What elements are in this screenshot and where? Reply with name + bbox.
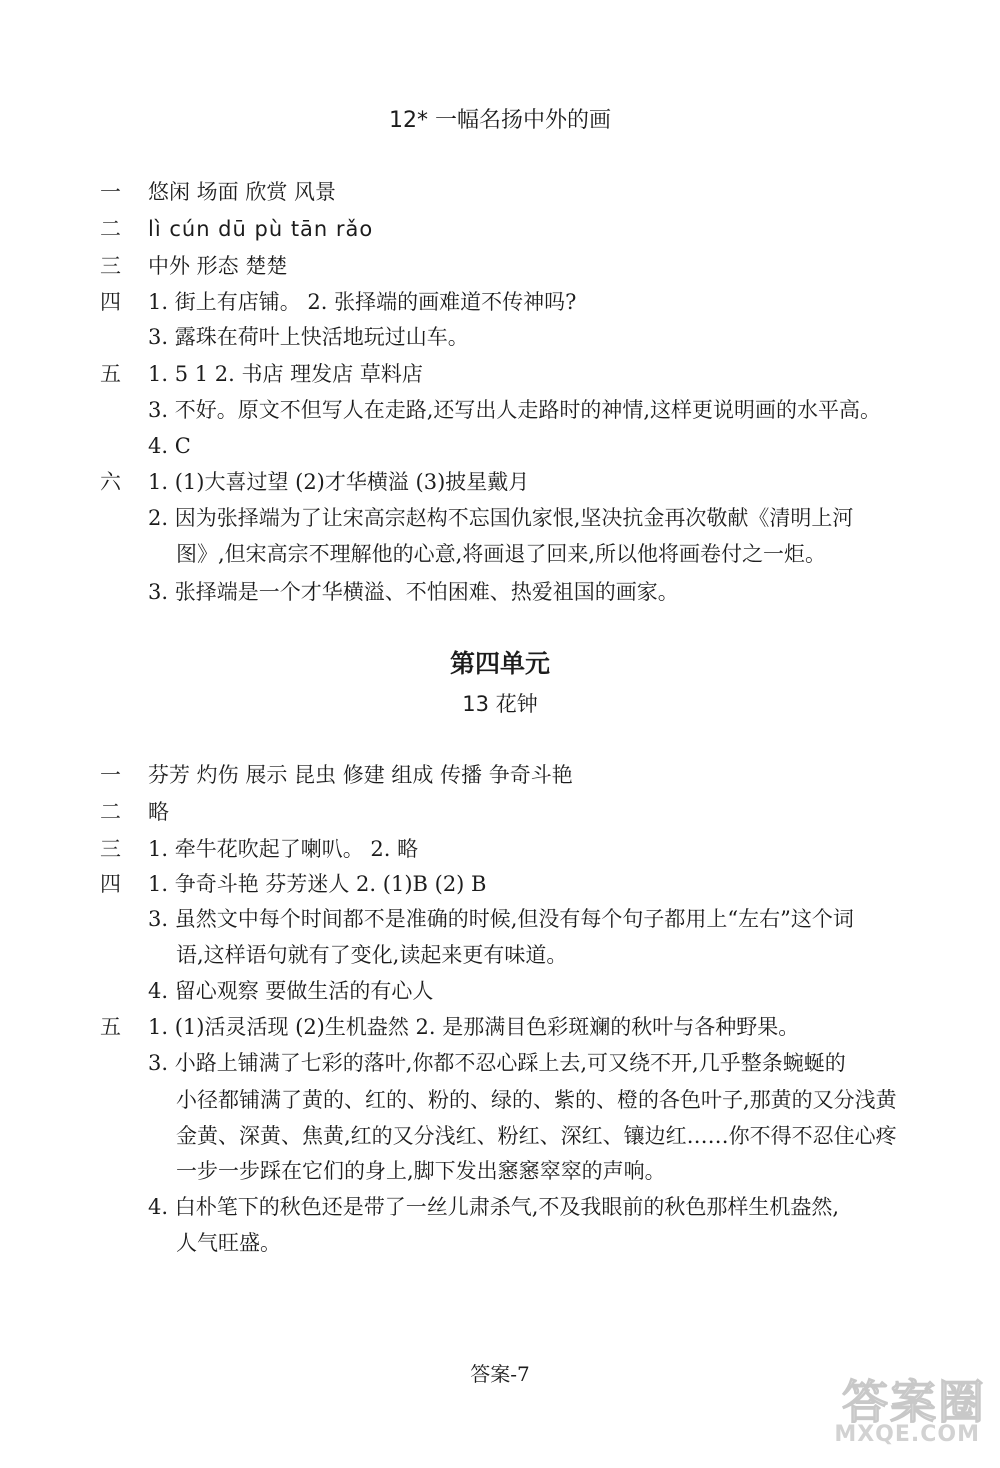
answer-line: 1. (1)大喜过望 (2)才华横溢 (3)披星戴月 <box>148 470 530 494</box>
lesson-13-title: 13 花钟 <box>462 692 538 716</box>
answer-line: 图》,但宋高宗不理解他的心意,将画退了回来,所以他将画卷付之一炬。 <box>176 542 827 566</box>
section-num: 四 <box>100 872 121 896</box>
answer-line: 金黄、深黄、焦黄,红的又分浅红、粉红、深红、镶边红……你不得不忍住心疼 <box>176 1124 897 1148</box>
watermark-url: MXQE.COM <box>834 1422 980 1447</box>
section-num: 三 <box>100 837 121 861</box>
answer-line: 3. 不好。原文不但写人在走路,还写出人走路时的神情,这样更说明画的水平高。 <box>148 398 882 422</box>
section-num: 五 <box>100 1015 121 1039</box>
answer-line: 1. 争奇斗艳 芬芳迷人 2. (1)B (2) B <box>148 872 487 896</box>
section-num: 三 <box>100 254 121 278</box>
section-num: 四 <box>100 290 121 314</box>
section-num: 二 <box>100 217 121 241</box>
answer-line: 2. 因为张择端为了让宋高宗赵构不忘国仇家恨,坚决抗金再次敬献《清明上河 <box>148 506 854 530</box>
section-num: 一 <box>100 763 121 787</box>
answer-line: 1. (1)活灵活现 (2)生机盎然 2. 是那满目色彩斑斓的秋叶与各种野果。 <box>148 1015 800 1039</box>
answer-line: 3. 露珠在荷叶上快活地玩过山车。 <box>148 325 469 349</box>
section-num: 二 <box>100 800 121 824</box>
answer-line: 1. 牵牛花吹起了喇叭。 2. 略 <box>148 837 419 861</box>
section-num: 一 <box>100 180 121 204</box>
pinyin-line: lì cún dū pù tān rǎo <box>148 217 374 241</box>
answer-line: 中外 形态 楚楚 <box>148 254 288 278</box>
answer-line: 3. 张择端是一个才华横溢、不怕困难、热爱祖国的画家。 <box>148 580 679 604</box>
answer-line: 4. C <box>148 434 191 458</box>
answer-line: 3. 虽然文中每个时间都不是准确的时候,但没有每个句子都用上“左右”这个词 <box>148 907 854 931</box>
watermark-text: 答案圈 <box>842 1375 986 1429</box>
answer-line: 1. 街上有店铺。 2. 张择端的画难道不传神吗? <box>148 290 577 314</box>
lesson-12-title: 12* 一幅名扬中外的画 <box>389 108 611 133</box>
answer-line: 3. 小路上铺满了七彩的落叶,你都不忍心踩上去,可又绕不开,几乎整条蜿蜒的 <box>148 1051 846 1075</box>
watermark-logo <box>806 1366 986 1456</box>
answer-line: 一步一步踩在它们的身上,脚下发出窸窸窣窣的声响。 <box>176 1159 666 1183</box>
section-num: 五 <box>100 362 121 386</box>
unit-title: 第四单元 <box>449 649 550 678</box>
answer-line: 略 <box>148 800 169 824</box>
page-number: 答案-7 <box>470 1362 530 1386</box>
answer-line: 人气旺盛。 <box>176 1231 281 1255</box>
answer-line: 悠闲 场面 欣赏 风景 <box>148 180 337 204</box>
answer-line: 4. 留心观察 要做生活的有心人 <box>148 979 434 1003</box>
answer-line: 1. 5 1 2. 书店 理发店 草料店 <box>148 362 423 386</box>
section-num: 六 <box>100 470 121 494</box>
answer-line: 语,这样语句就有了变化,读起来更有味道。 <box>176 943 568 967</box>
answer-line: 芬芳 灼伤 展示 昆虫 修建 组成 传播 争奇斗艳 <box>148 763 573 787</box>
answer-line: 4. 白朴笔下的秋色还是带了一丝儿肃杀气,不及我眼前的秋色那样生机盎然, <box>148 1195 840 1219</box>
answer-line: 小径都铺满了黄的、红的、粉的、绿的、紫的、橙的各色叶子,那黄的又分浅黄 <box>176 1088 897 1112</box>
